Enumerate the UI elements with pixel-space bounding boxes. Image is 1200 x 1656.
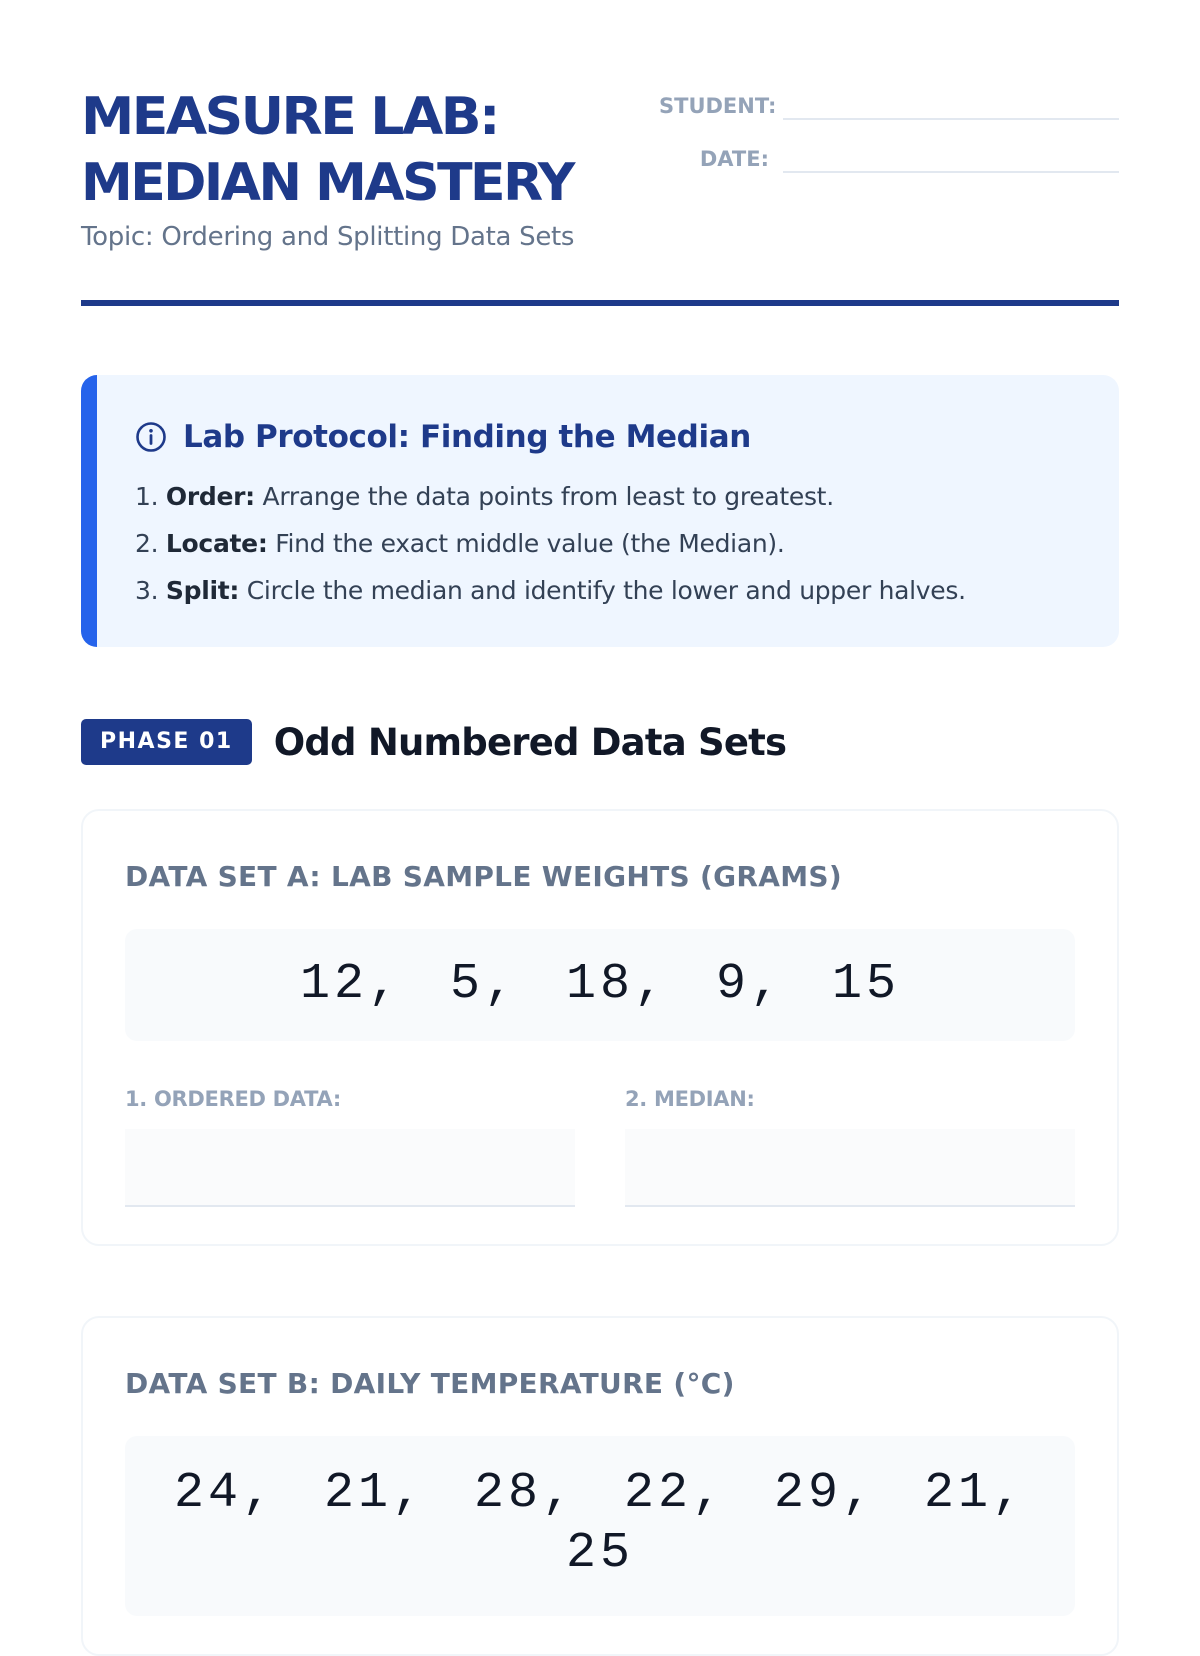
protocol-steps [135, 473, 1119, 614]
step-number: 2. [135, 529, 159, 558]
step-term: Locate: [165, 529, 268, 558]
step-text: Arrange the data points from least to greatest. [262, 482, 834, 511]
step-term: Split: [165, 576, 240, 605]
median-label: 2. MEDIAN: [625, 1087, 755, 1111]
student-row [659, 84, 1119, 120]
protocol-step [135, 520, 1119, 567]
page-subtitle: Topic: Ordering and Splitting Data Sets [81, 222, 575, 252]
date-row [659, 137, 1119, 173]
header-divider [81, 300, 1119, 306]
step-term: Order: [165, 482, 255, 511]
step-text: Circle the median and identify the lower and upper halves. [246, 576, 966, 605]
median-answer [625, 1085, 1075, 1207]
protocol-step [135, 567, 1119, 614]
lab-protocol-box [81, 375, 1119, 647]
header [81, 0, 1119, 306]
data-set-title: DATA SET B: DAILY TEMPERATURE (°C) [125, 1367, 735, 1400]
phase-badge: PHASE 01 [81, 719, 252, 765]
data-set-card-b [81, 1316, 1119, 1656]
protocol-heading [135, 417, 1119, 457]
phase-title: Odd Numbered Data Sets [273, 720, 787, 764]
step-number: 3. [135, 576, 159, 605]
date-field[interactable] [783, 143, 1119, 173]
ordered-data-label: 1. ORDERED DATA: [125, 1087, 341, 1111]
data-values: 12, 5, 18, 9, 15 [125, 929, 1075, 1041]
step-number: 1. [135, 482, 159, 511]
data-set-card-a [81, 809, 1119, 1246]
student-label: STUDENT: [659, 94, 777, 118]
date-label: DATE: [699, 147, 769, 171]
protocol-step [135, 473, 1119, 520]
phase-header [81, 719, 786, 765]
student-name-field[interactable] [783, 90, 1119, 120]
page-title-line-1: MEASURE LAB: [81, 87, 498, 147]
page-title-line-2: MEDIAN MASTERY [81, 153, 573, 213]
ordered-data-answer [125, 1085, 575, 1207]
ordered-data-input[interactable] [125, 1129, 575, 1207]
data-set-title: DATA SET A: LAB SAMPLE WEIGHTS (GRAMS) [125, 860, 842, 893]
data-values: 24, 21, 28, 22, 29, 21, 25 [125, 1436, 1075, 1616]
info-icon [135, 421, 167, 453]
median-input[interactable] [625, 1129, 1075, 1207]
student-info [659, 84, 1119, 190]
step-text: Find the exact middle value (the Median). [275, 529, 785, 558]
protocol-heading-text: Lab Protocol: Finding the Median [183, 419, 751, 455]
answer-fields [125, 1085, 1075, 1207]
title-block [81, 84, 574, 252]
